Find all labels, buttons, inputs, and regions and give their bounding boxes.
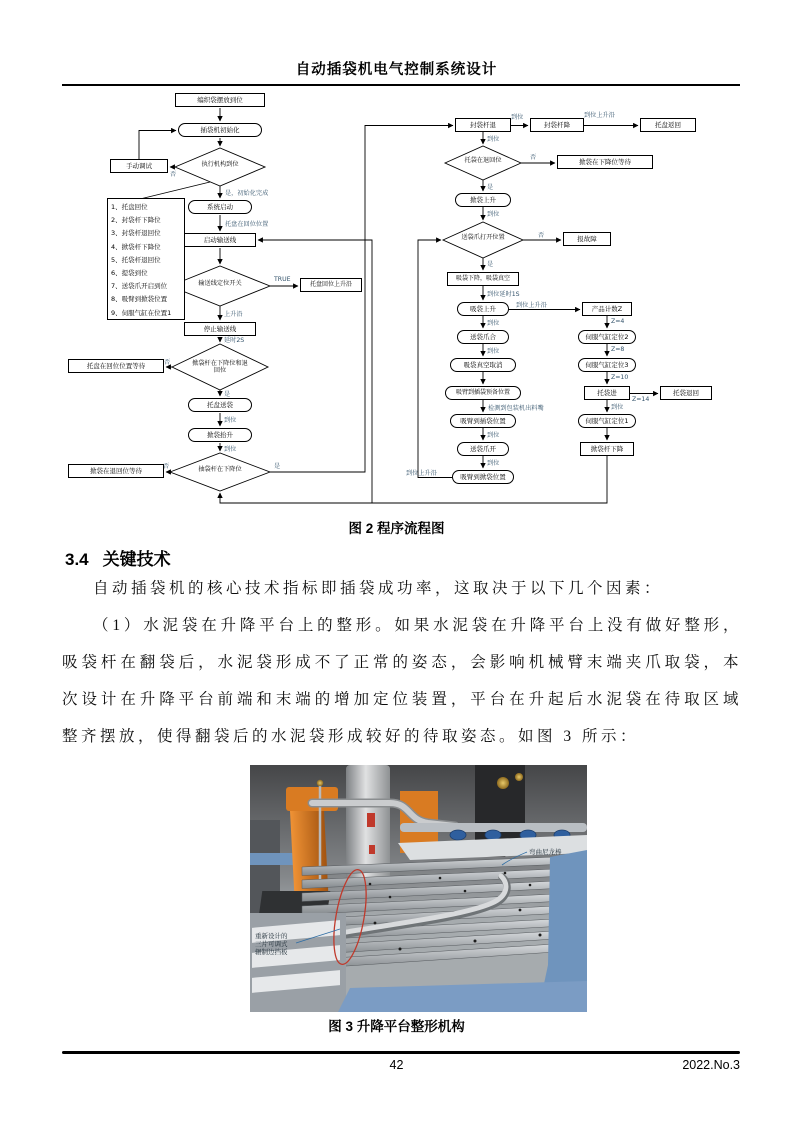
header-rule bbox=[62, 84, 740, 86]
fc-node-product-count: 产品计数Z bbox=[582, 302, 632, 316]
fc-action-item: 5、托袋杆退回位 bbox=[111, 255, 161, 264]
fc-node-arm-preinsert: 吸臂到插袋预备位置 bbox=[445, 386, 521, 400]
figure3-caption: 图 3 升降平台整形机构 bbox=[328, 1019, 465, 1034]
fc-label-yes: 是 bbox=[274, 463, 281, 470]
page-title: 自动插袋机电气控制系统设计 bbox=[295, 62, 498, 78]
figure2-flowchart bbox=[60, 90, 740, 518]
section-number: 3.4 bbox=[65, 550, 89, 569]
fc-label-z14: Z=14 bbox=[632, 396, 650, 403]
fc-label-init-done: 是，初始化完成 bbox=[225, 190, 269, 197]
annotation-line: 三片可调式 bbox=[255, 940, 288, 948]
fc-node-servo2: 伺服气缸定位2 bbox=[578, 330, 636, 344]
fc-node-tuo-back: 托袋退回 bbox=[660, 386, 712, 400]
fc-action-item: 3、封袋杆退回位 bbox=[111, 229, 161, 238]
fc-label-yes: 是 bbox=[487, 261, 494, 268]
fc-label-inpos: 到位 bbox=[511, 114, 524, 121]
fc-label-inpos: 到位 bbox=[224, 417, 237, 424]
fc-label-inpos-rising: 到位上升沿 bbox=[584, 112, 615, 119]
fc-node-seal-back: 封袋杆退 bbox=[455, 118, 511, 132]
annotation-line: 重新设计的 bbox=[255, 932, 288, 940]
fc-label-detect-nozzle: 检测到包装机出料嘴 bbox=[488, 405, 544, 412]
fc-node-suck-down: 吸袋下降，吸袋真空 bbox=[447, 272, 519, 286]
fc-action-item: 8、吸臂到掀袋位置 bbox=[111, 295, 168, 304]
fc-node-manual: 手动调试 bbox=[110, 159, 168, 173]
annotation-side-baffle bbox=[255, 932, 288, 956]
fc-label-inpos: 到位 bbox=[224, 446, 237, 453]
fc-label-inpos: 到位 bbox=[487, 211, 500, 218]
paragraph-1: 自动插袋机的核心技术指标即插袋成功率，这取决于以下几个因素： bbox=[93, 580, 664, 597]
fc-action-item: 1、托盘回位 bbox=[111, 203, 148, 211]
fc-label-inpos-delay1s: 到位延时1S bbox=[487, 291, 520, 298]
fc-node-claw-close: 送袋爪合 bbox=[457, 330, 509, 344]
fc-node-start: 编织袋摆放到位 bbox=[175, 93, 265, 107]
fc-node-tuo-forward: 托袋进 bbox=[584, 386, 630, 400]
fc-node-tray-return: 托盘返回 bbox=[640, 118, 696, 132]
fc-label-z4: Z=4 bbox=[611, 318, 625, 325]
fc-node-alarm: 报故障 bbox=[563, 232, 611, 246]
fc-label-inpos: 到位 bbox=[487, 348, 500, 355]
fc-label-no: 否 bbox=[538, 232, 545, 239]
fc-action-item: 7、送袋爪开启到位 bbox=[111, 282, 168, 291]
fc-action-item: 4、掀袋杆下降位 bbox=[111, 242, 161, 251]
footer-rule bbox=[62, 1051, 740, 1054]
annotation-line: 辗制边挡板 bbox=[255, 948, 288, 956]
fc-label-yes: 是 bbox=[224, 391, 231, 398]
fc-action-item: 9、伺服气缸在位置1 bbox=[111, 308, 172, 317]
fc-node-tray-home-edge: 托盘回位上升沿 bbox=[300, 278, 362, 292]
fc-label-inpos: 到位 bbox=[487, 432, 500, 439]
issue-label: 2022.No.3 bbox=[682, 1058, 740, 1072]
fc-node-suck-up: 吸袋上升 bbox=[457, 302, 509, 316]
fc-decision-exec-inpos: 执行机构到位 bbox=[201, 161, 239, 168]
fc-node-xian-lift: 掀袋抬升 bbox=[188, 428, 252, 442]
fc-label-no: 否 bbox=[163, 463, 170, 470]
fc-label-rising: 上升沿 bbox=[224, 311, 243, 318]
annotation-nylon-rod: 弯曲尼龙棒 bbox=[529, 848, 562, 856]
fc-label-yes: 是 bbox=[487, 184, 494, 191]
fc-label-inpos: 到位 bbox=[487, 320, 500, 327]
machine-render bbox=[250, 765, 587, 1012]
fc-label-inpos: 到位 bbox=[487, 136, 500, 143]
fc-node-claw-open: 送袋爪开 bbox=[457, 442, 509, 456]
fc-decision-xian-rod: 掀袋杆在下降位和退回位 bbox=[192, 359, 248, 374]
fc-node-xian-down-wait: 掀袋在下降位等待 bbox=[557, 155, 653, 169]
fc-node-seal-down: 封袋杆降 bbox=[530, 118, 584, 132]
fc-decision-tuo-back: 托袋在退回位 bbox=[464, 157, 502, 164]
fc-label-delay2s: 延时2S bbox=[224, 337, 245, 344]
figure2-caption: 图 2 程序流程图 bbox=[348, 521, 445, 536]
paragraph-2: （1）水泥袋在升降平台上的整形。如果水泥袋在升降平台上没有做好整形，吸袋杆在翻袋后，水泥袋形成不了正常的姿态，会影响机械臂末端夹爪取袋，本次设计在升降平台前端和末端的增加定位装置，平台在升起后水泥袋在待取区域整齐摆放，使得翻袋后的水泥袋形成较好的待取姿态。如图 3 所示： bbox=[62, 617, 742, 745]
fc-action-item: 2、封袋杆下降位 bbox=[111, 216, 161, 225]
section-title: 关键技术 bbox=[102, 550, 171, 569]
page-number: 42 bbox=[389, 1058, 404, 1072]
fc-label-inpos: 到位 bbox=[611, 404, 624, 411]
fc-node-arm-xian: 吸臂到掀袋位置 bbox=[452, 470, 514, 484]
fc-node-tray-wait: 托盘在回位位置等待 bbox=[68, 359, 164, 373]
fc-node-xian-wait: 掀袋在退回位等待 bbox=[68, 464, 164, 478]
fc-label-no: 否 bbox=[170, 171, 177, 178]
fc-node-arm-insert: 吸臂到插袋位置 bbox=[450, 414, 516, 428]
figure3-photo bbox=[250, 765, 587, 1012]
fc-label-no: 否 bbox=[164, 359, 171, 366]
fc-node-vacuum-cancel: 吸袋真空取消 bbox=[450, 358, 516, 372]
fc-node-xian-rod-down: 掀袋杆下降 bbox=[580, 442, 634, 456]
fc-decision-chou-rod: 抽袋杆在下降位 bbox=[198, 466, 242, 473]
fc-label-z8: Z=8 bbox=[611, 346, 625, 353]
fc-label-inpos-rising: 到位上升沿 bbox=[406, 470, 437, 477]
fc-node-tray-send: 托盘送袋 bbox=[188, 398, 252, 412]
fc-label-tray-home: 托盘在回位位置 bbox=[225, 221, 269, 228]
fc-action-item: 6、提袋到位 bbox=[111, 269, 148, 278]
fc-label-no: 否 bbox=[530, 154, 537, 161]
fc-node-conveyor-start: 启动输送线 bbox=[184, 233, 256, 247]
fc-node-servo3: 伺服气缸定位3 bbox=[578, 358, 636, 372]
fc-node-xian-up: 掀袋上升 bbox=[455, 193, 511, 207]
fc-label-inpos: 到位 bbox=[487, 460, 500, 467]
fc-decision-claw-open: 送袋爪打开位置 bbox=[461, 234, 505, 241]
fc-node-sys-start: 系统启动 bbox=[188, 200, 252, 214]
fc-node-conveyor-stop: 停止输送线 bbox=[184, 322, 256, 336]
fc-node-servo1: 伺服气缸定位1 bbox=[578, 414, 636, 428]
section-heading bbox=[65, 545, 171, 570]
fc-node-init: 插袋机初始化 bbox=[178, 123, 262, 137]
fc-label-true: TRUE bbox=[274, 276, 291, 283]
fc-action-list bbox=[107, 198, 185, 320]
fc-decision-conveyor-switch: 输送线定位开关 bbox=[198, 280, 242, 287]
fc-label-inpos-rising: 到位上升沿 bbox=[516, 302, 547, 309]
fc-label-z10: Z=10 bbox=[611, 374, 629, 381]
